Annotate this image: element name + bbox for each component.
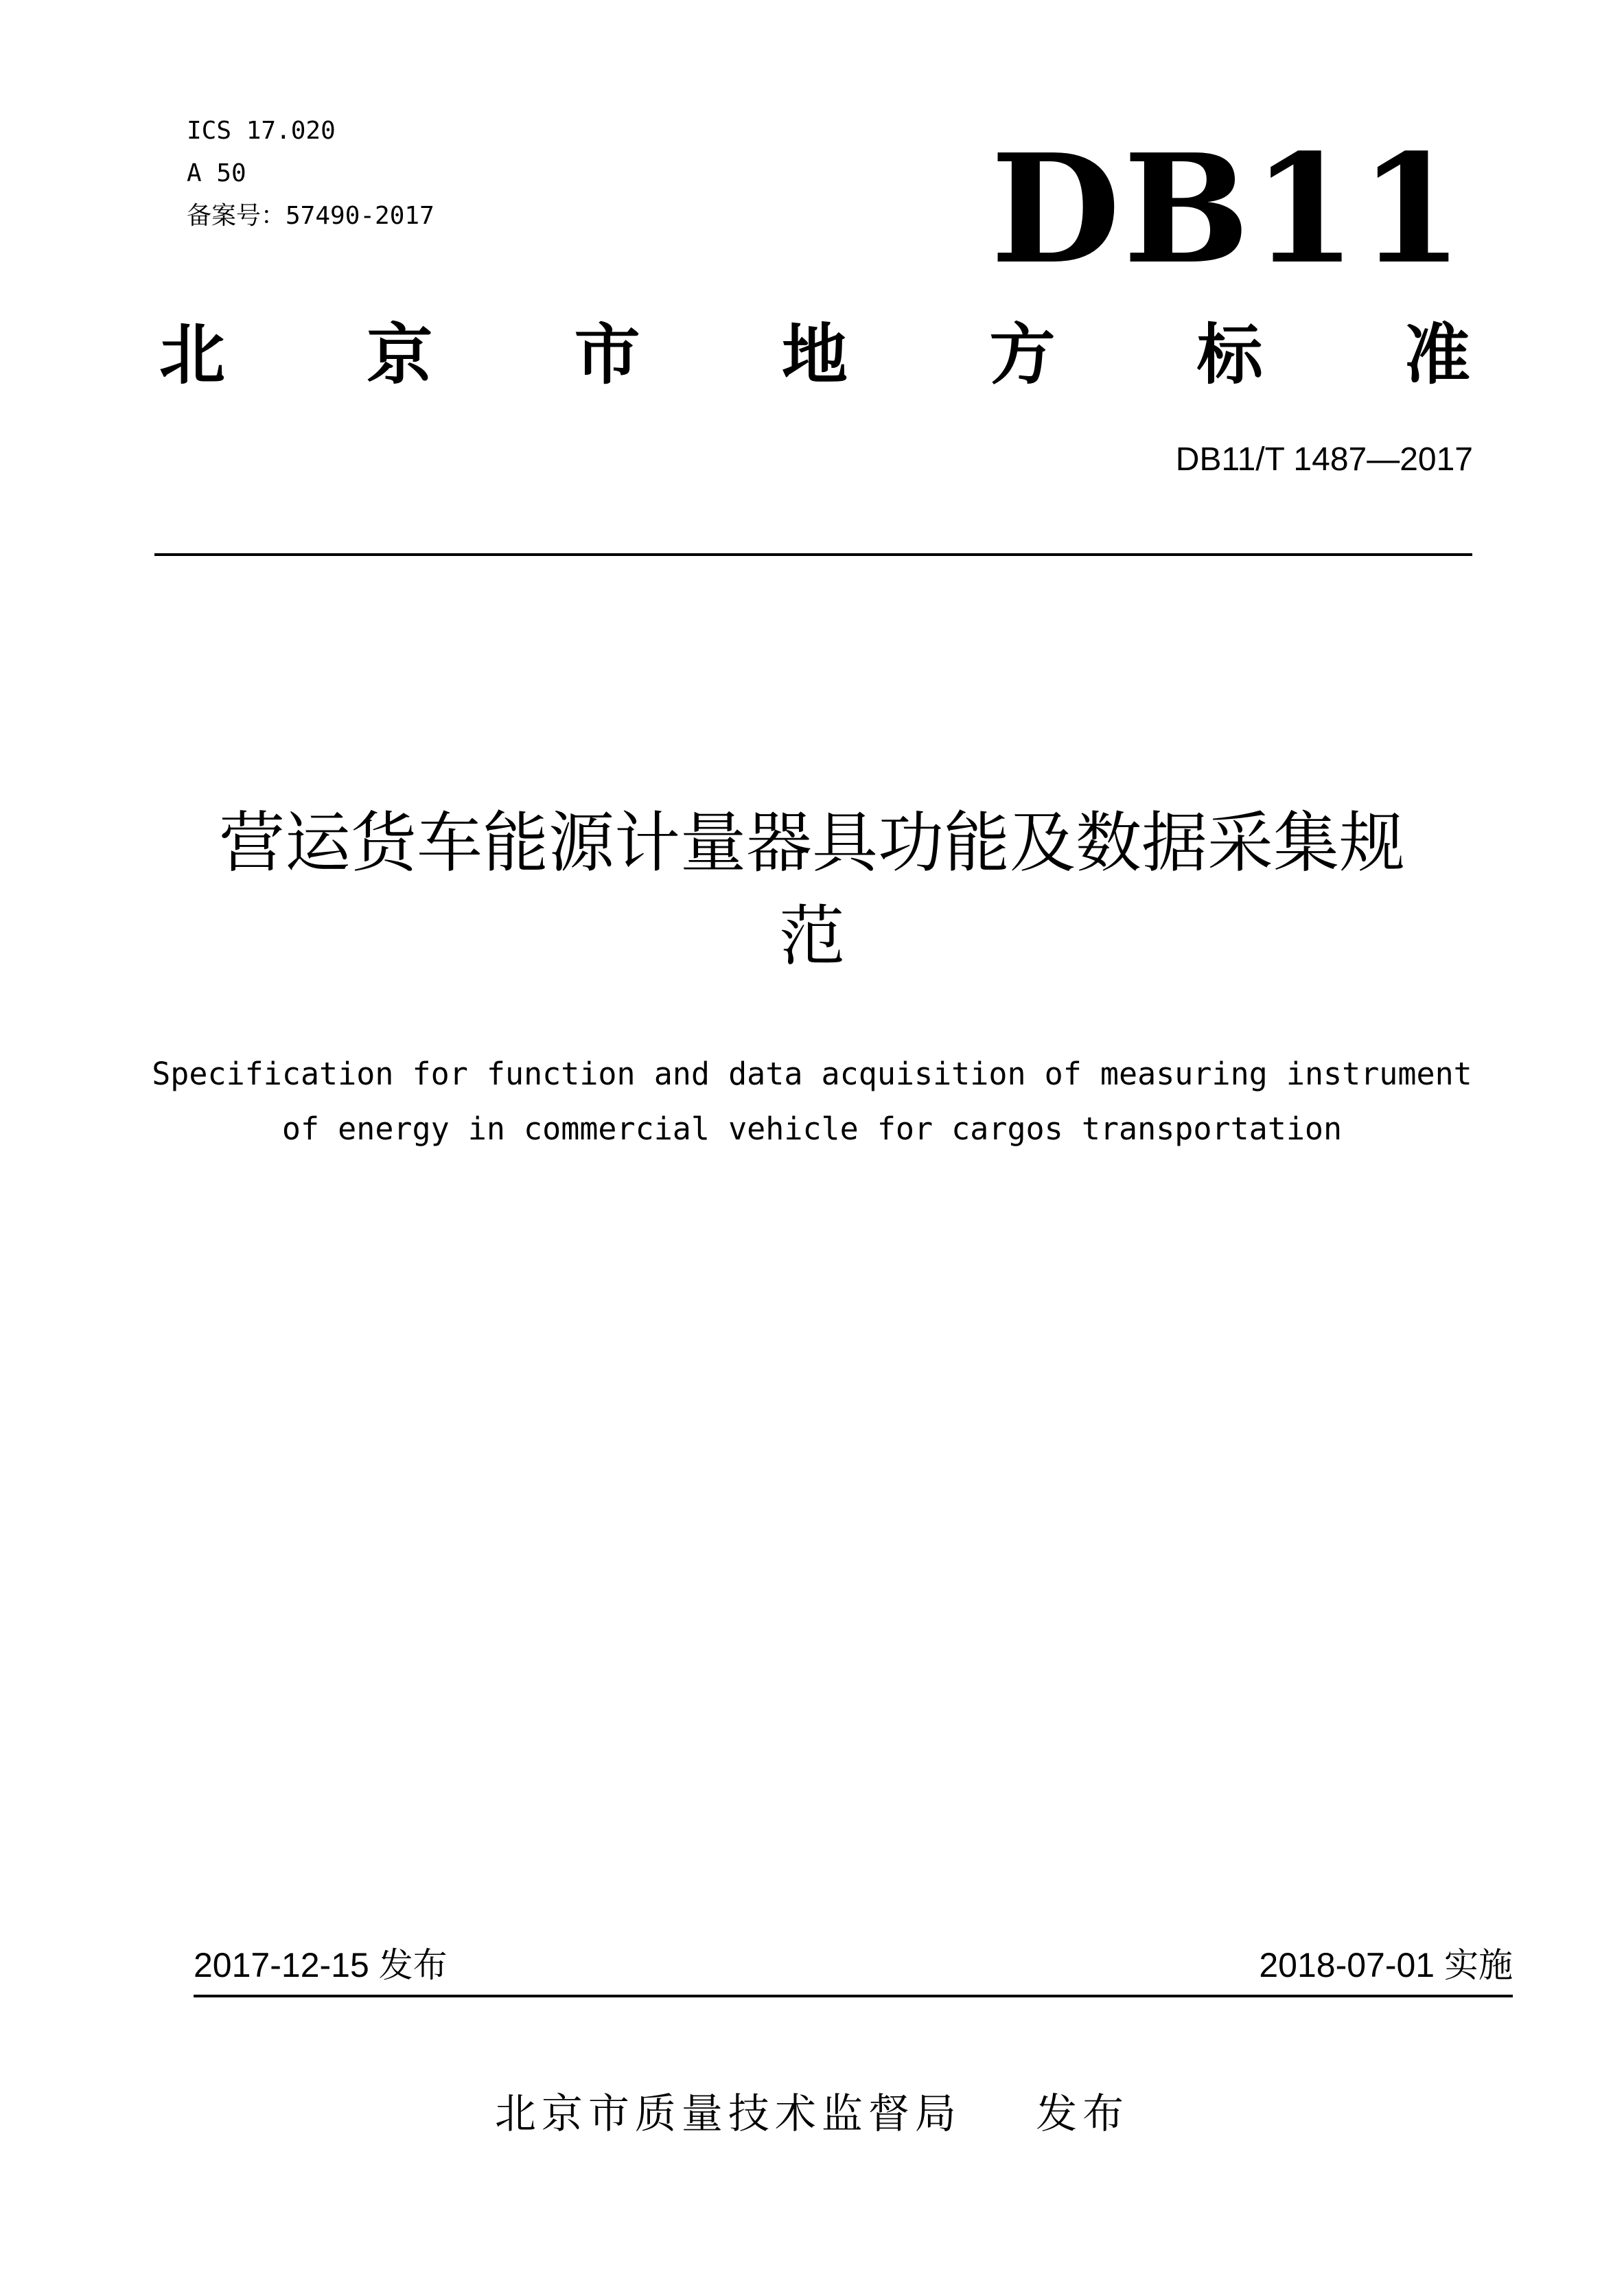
issuer-line	[0, 2087, 1624, 2142]
publish-date: 2017-12-15 发布	[194, 1946, 448, 1984]
chinese-title-line: 范	[779, 898, 845, 975]
issuer-name: 北京市质量技术监督局	[494, 2090, 962, 2138]
english-title-line: of energy in commercial vehicle for cargos transportation	[281, 1111, 1343, 1147]
english-title-line: Specification for function and data acquisition of measuring instrument	[152, 1056, 1472, 1092]
implement-date: 2018-07-01 实施	[1259, 1946, 1513, 1984]
footer-divider	[194, 1995, 1513, 1997]
standard-type-char: 北	[159, 316, 225, 393]
english-title	[124, 1047, 1500, 1157]
standard-number: DB11/T 1487—2017	[1175, 441, 1473, 478]
issuer-action: 发布	[1036, 2090, 1130, 2138]
standard-type-char: 市	[574, 316, 640, 393]
classification-block	[187, 110, 434, 237]
ics-code: ICS 17.020	[187, 117, 336, 145]
db11-logo: DB11	[990, 121, 1466, 297]
standard-type-char: 方	[989, 316, 1056, 393]
category-code: A 50	[187, 159, 246, 187]
record-number: 备案号：57490-2017	[187, 202, 434, 230]
standard-type-char: 京	[367, 316, 433, 393]
date-row	[194, 1941, 1513, 1989]
chinese-title-line: 营运货车能源计量器具功能及数据采集规	[219, 804, 1405, 881]
standard-type-char: 准	[1404, 316, 1470, 393]
header-divider	[154, 553, 1472, 556]
chinese-title	[137, 796, 1487, 983]
standard-type-char: 标	[1196, 316, 1263, 393]
standard-type-char: 地	[781, 316, 848, 393]
standard-type-title	[159, 310, 1470, 399]
